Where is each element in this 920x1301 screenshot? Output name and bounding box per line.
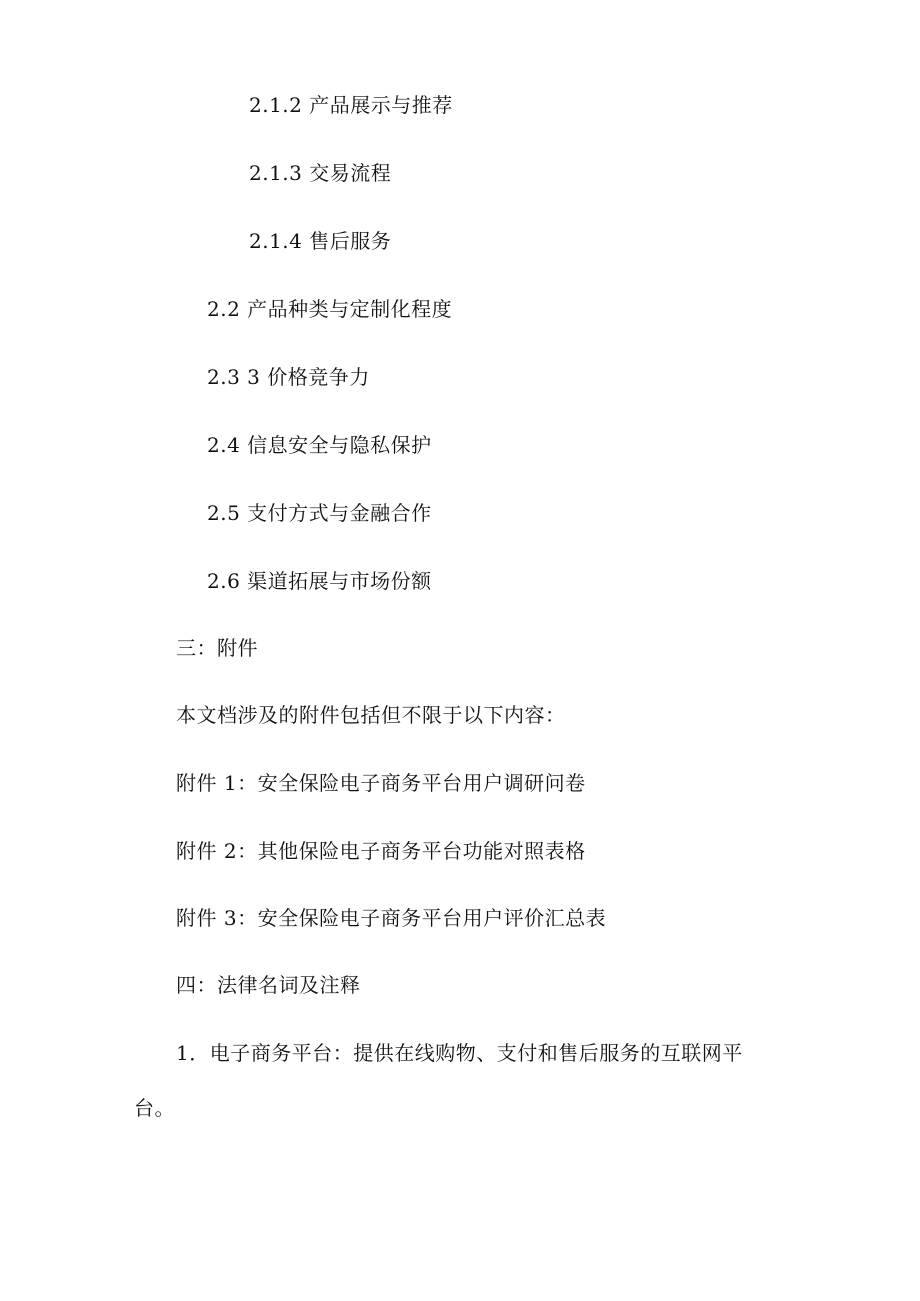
attachment-item-1: 附件 1：安全保险电子商务平台用户调研问卷 [176, 771, 586, 795]
attachment-item-2: 附件 2：其他保险电子商务平台功能对照表格 [176, 839, 586, 863]
toc-item-2-2: 2.2 产品种类与定制化程度 [207, 297, 453, 321]
toc-item-2-1-2: 2.1.2 产品展示与推荐 [249, 93, 453, 117]
toc-item-2-3: 2.3 3 价格竞争力 [207, 365, 370, 389]
definition-item-1-continued: 台。 [134, 1096, 175, 1120]
attachment-item-3: 附件 3：安全保险电子商务平台用户评价汇总表 [176, 906, 607, 930]
toc-item-2-1-3: 2.1.3 交易流程 [249, 161, 392, 185]
attachments-intro: 本文档涉及的附件包括但不限于以下内容： [176, 703, 566, 727]
definition-item-1: 1．电子商务平台：提供在线购物、支付和售后服务的互联网平 [176, 1041, 743, 1065]
toc-item-2-6: 2.6 渠道拓展与市场份额 [207, 569, 432, 593]
toc-item-2-1-4: 2.1.4 售后服务 [249, 229, 392, 253]
toc-item-2-5: 2.5 支付方式与金融合作 [207, 501, 432, 525]
section-heading-attachments: 三：附件 [176, 636, 258, 660]
section-heading-legal-terms: 四：法律名词及注释 [176, 973, 361, 997]
toc-item-2-4: 2.4 信息安全与隐私保护 [207, 433, 432, 457]
